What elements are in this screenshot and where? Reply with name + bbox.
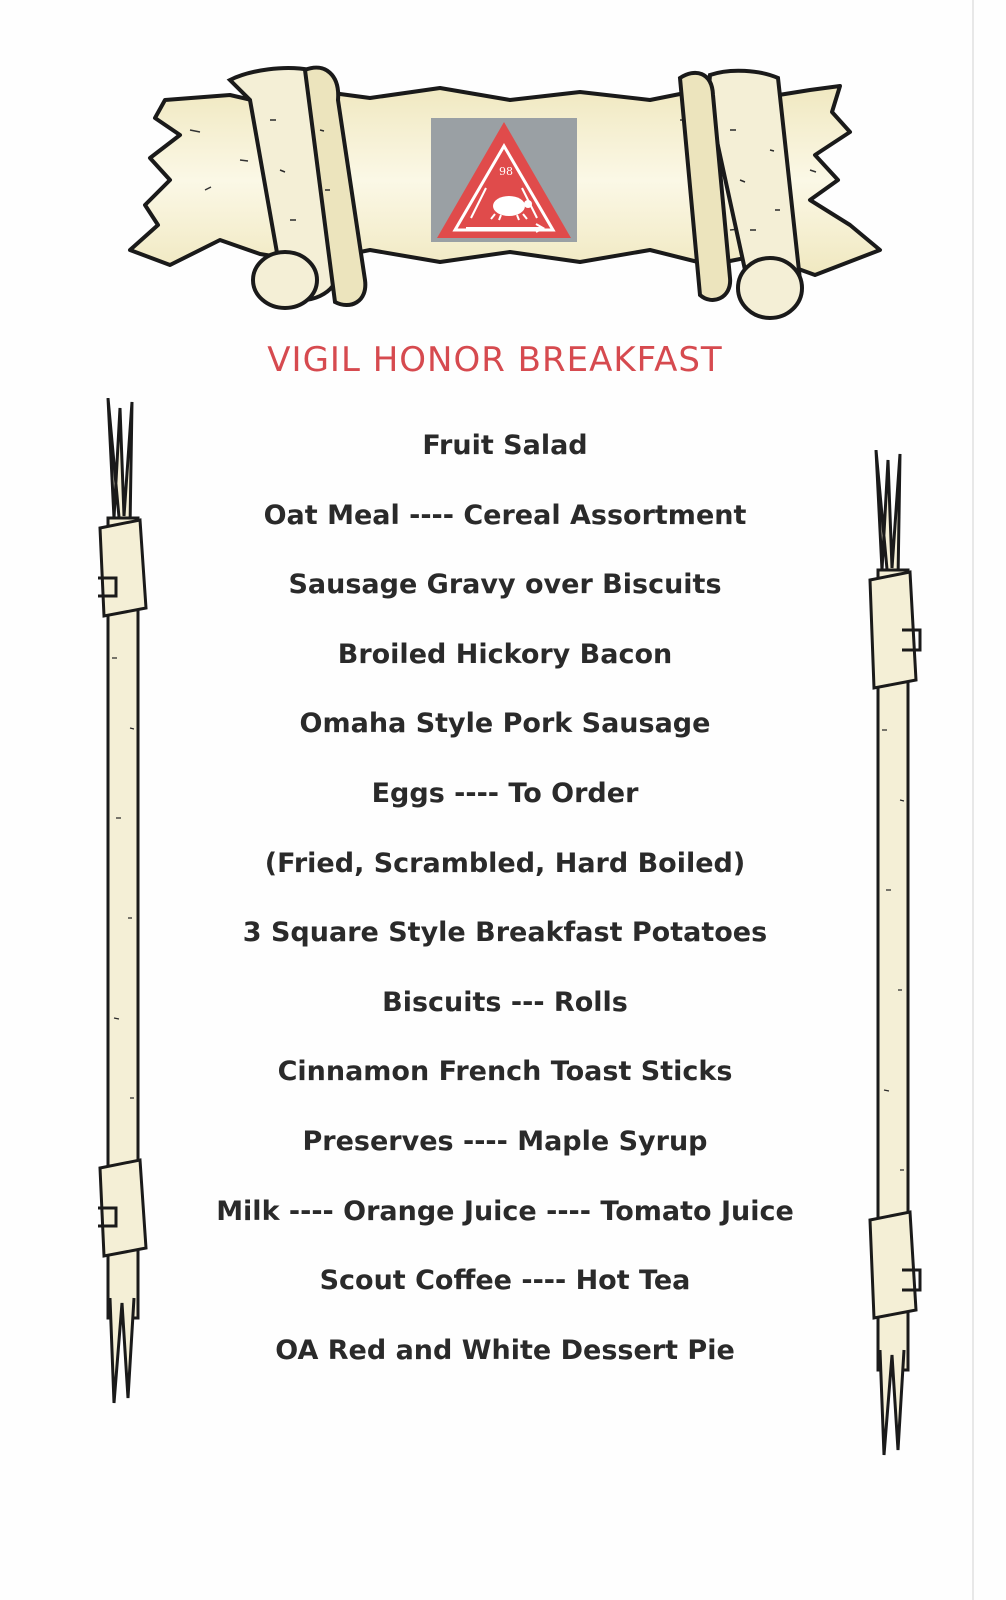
menu-item-french-toast: Cinnamon French Toast Sticks xyxy=(277,1056,733,1088)
triangle-turtle-icon xyxy=(431,118,577,242)
right-birch-pole xyxy=(858,450,928,1460)
menu-item-pork-sausage: Omaha Style Pork Sausage xyxy=(299,708,711,740)
menu-item-potatoes: 3 Square Style Breakfast Potatoes xyxy=(242,917,768,949)
menu-list xyxy=(160,420,850,1394)
menu-item-egg-styles: (Fried, Scrambled, Hard Boiled) xyxy=(264,847,746,879)
menu-item-dessert: OA Red and White Dessert Pie xyxy=(275,1334,735,1366)
emblem-number: 98 xyxy=(499,165,513,178)
card-edge xyxy=(972,0,974,1600)
left-birch-pole xyxy=(90,398,160,1408)
menu-item-bacon: Broiled Hickory Bacon xyxy=(337,638,673,670)
menu-item-drinks: Milk ---- Orange Juice ---- Tomato Juice xyxy=(216,1195,794,1227)
menu-item-oat-meal: Oat Meal ---- Cereal Assortment xyxy=(263,499,747,531)
menu-item-preserves: Preserves ---- Maple Syrup xyxy=(302,1125,708,1157)
menu-item-coffee-tea: Scout Coffee ---- Hot Tea xyxy=(319,1265,691,1297)
page-title: VIGIL HONOR BREAKFAST xyxy=(267,340,723,380)
menu-item-sausage-gravy: Sausage Gravy over Biscuits xyxy=(288,569,722,601)
menu-item-fruit-salad: Fruit Salad xyxy=(422,430,588,461)
menu-item-biscuits-rolls: Biscuits --- Rolls xyxy=(382,986,628,1018)
menu-item-eggs: Eggs ---- To Order xyxy=(371,777,639,809)
oa-emblem xyxy=(431,118,577,242)
